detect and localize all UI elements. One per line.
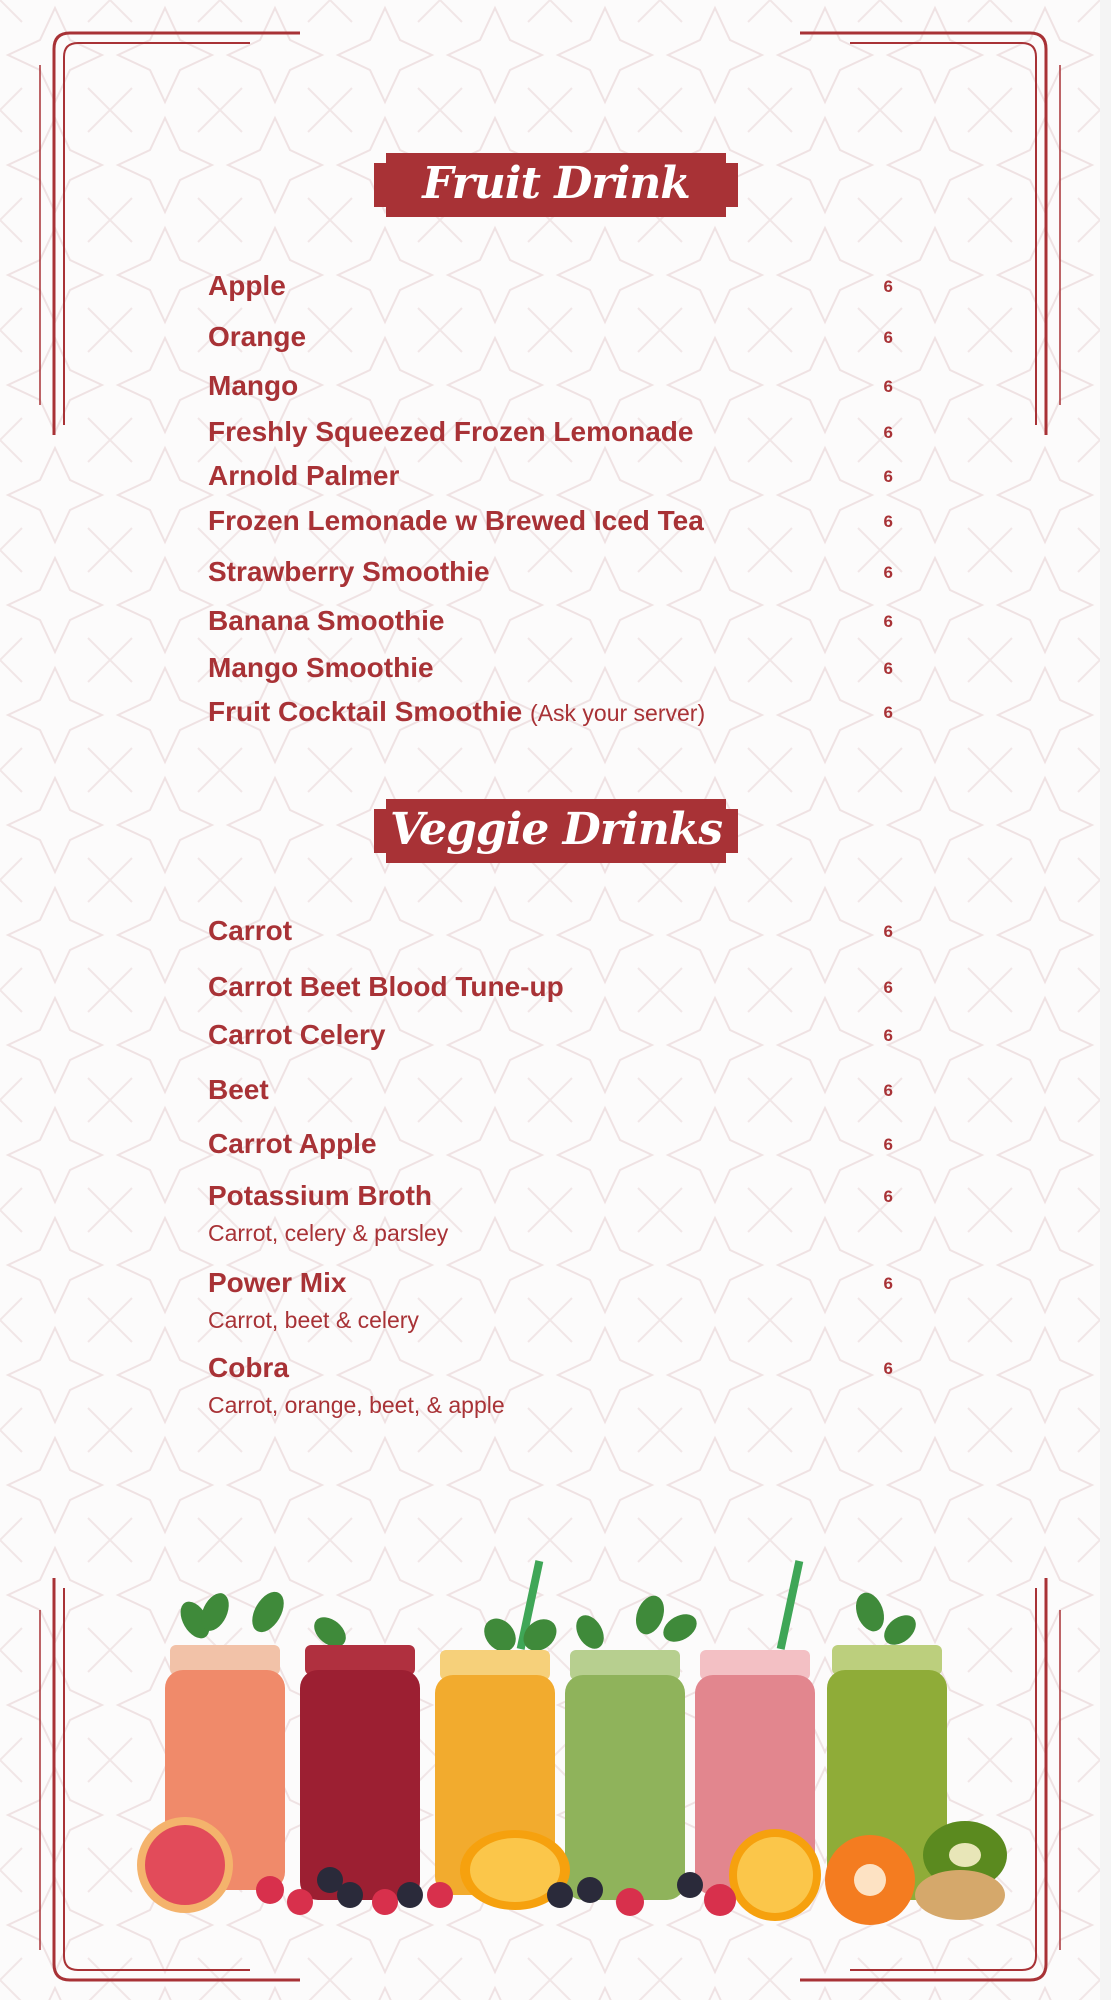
item-price: 6 — [883, 563, 893, 582]
item-description: Carrot, celery & parsley — [208, 1220, 449, 1246]
item-price: 6 — [883, 703, 893, 722]
mint-leaves-icon — [175, 1586, 922, 1657]
item-name: Freshly Squeezed Frozen Lemonade — [208, 416, 694, 447]
item-name: Beet — [208, 1074, 269, 1105]
item-description: Carrot, beet & celery — [208, 1307, 419, 1333]
item-note: (Ask your server) — [530, 700, 706, 726]
item-name: Banana Smoothie — [208, 605, 445, 636]
item-name: Strawberry Smoothie — [208, 556, 490, 587]
item-name: Arnold Palmer — [208, 460, 400, 491]
section-title-fruit: Fruit Drink — [422, 158, 690, 209]
fruit-drink-banner — [374, 153, 738, 217]
item-name: Potassium Broth — [208, 1180, 433, 1211]
item-price: 6 — [883, 377, 893, 396]
orange-icon — [825, 1835, 915, 1925]
item-price: 6 — [883, 978, 893, 997]
item-name: Cobra — [208, 1352, 289, 1383]
item-name: Mango — [208, 370, 299, 401]
item-name: Mango Smoothie — [208, 652, 434, 683]
item-name — [208, 696, 705, 728]
item-name: Orange — [208, 321, 307, 352]
item-price: 6 — [883, 328, 893, 347]
top-right-corner-ornament — [790, 25, 1070, 445]
item-price: 6 — [883, 467, 893, 486]
item-price: 6 — [883, 512, 893, 531]
veggie-drinks-banner — [374, 799, 738, 863]
item-price: 6 — [883, 1187, 893, 1206]
jar-green — [565, 1650, 685, 1900]
item-name: Power Mix — [208, 1267, 347, 1298]
grapefruit-icon — [137, 1817, 233, 1913]
item-price: 6 — [883, 1135, 893, 1154]
item-name-text: Fruit Cocktail Smoothie — [208, 696, 523, 727]
straw-icon — [777, 1560, 804, 1650]
item-name: Carrot Celery — [208, 1019, 386, 1050]
juice-jars-illustration — [0, 1550, 1100, 1930]
item-name: Carrot Apple — [208, 1128, 377, 1159]
orange-slice-icon — [729, 1829, 821, 1921]
item-description: Carrot, orange, beet, & apple — [208, 1392, 505, 1418]
item-name: Frozen Lemonade w Brewed Iced Tea — [208, 505, 704, 536]
jar-berry — [300, 1645, 420, 1900]
item-name: Apple — [208, 270, 286, 301]
item-price: 6 — [883, 612, 893, 631]
item-price: 6 — [883, 1359, 893, 1378]
item-name: Carrot — [208, 915, 293, 946]
item-price: 6 — [883, 277, 893, 296]
item-price: 6 — [883, 1026, 893, 1045]
item-name: Carrot Beet Blood Tune-up — [208, 971, 564, 1002]
item-price: 6 — [883, 1274, 893, 1293]
item-price: 6 — [883, 1081, 893, 1100]
item-price: 6 — [883, 659, 893, 678]
section-title-veggie: Veggie Drinks — [390, 804, 722, 855]
item-price: 6 — [883, 922, 893, 941]
item-price: 6 — [883, 423, 893, 442]
